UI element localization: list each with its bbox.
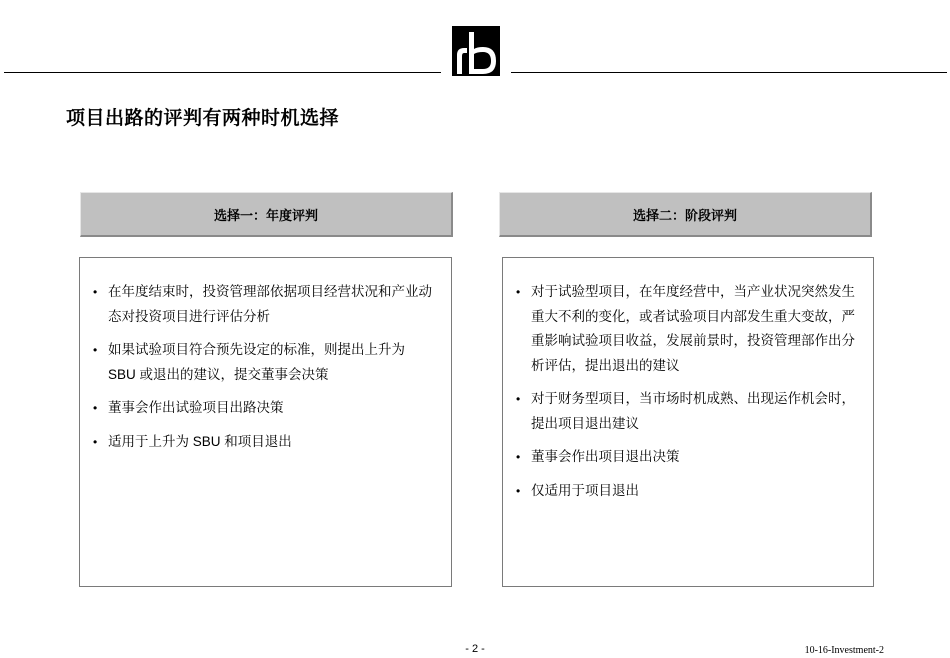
page-title: 项目出路的评判有两种时机选择 <box>66 108 340 129</box>
option-one-heading: 选择一：年度评判 <box>213 207 318 223</box>
list-item: • 适用于上升为 SBU 和项目退出 <box>90 430 433 455</box>
list-item: • 在年度结束时，投资管理部依据项目经营状况和产业动态对投资项目进行评估分析 <box>90 280 433 329</box>
option-two-header <box>499 192 872 237</box>
bullet-icon: • <box>93 343 98 357</box>
option-one-header <box>80 192 453 237</box>
rb-logo-icon <box>452 26 500 76</box>
bullet-icon: • <box>93 434 98 449</box>
bullet-icon: • <box>93 401 98 415</box>
bullet-icon: • <box>516 285 521 299</box>
bullet-icon: • <box>516 450 521 464</box>
list-item: • 对于财务型项目，当市场时机成熟、出现运作机会时，提出项目退出建议 <box>513 387 855 436</box>
page-number: - 2 - <box>465 643 485 655</box>
option-two-content <box>502 257 874 587</box>
option-two-bullet-list <box>503 258 873 503</box>
bullet-icon: • <box>516 483 521 498</box>
header-rule-right <box>511 72 947 73</box>
bullet-icon: • <box>93 285 98 299</box>
list-item: • 董事会作出项目退出决策 <box>513 445 855 470</box>
document-code: 10-16-Investment-2 <box>804 645 884 656</box>
option-two-heading: 选择二：阶段评判 <box>632 207 737 223</box>
list-item: • 对于试验型项目，在年度经营中，当产业状况突然发生重大不利的变化，或者试验项目内部发生重大变故，严重影响试验项目收益，发展前景时，投资管理部作出分析评估，提出退出的建议 <box>513 280 855 378</box>
header-rule-left <box>4 72 441 73</box>
option-one-content <box>79 257 452 587</box>
list-item: • 董事会作出试验项目出路决策 <box>90 396 433 421</box>
list-item: • 如果试验项目符合预先设定的标准，则提出上升为 SBU 或退出的建议，提交董事会决策 <box>90 338 433 387</box>
list-item: • 仅适用于项目退出 <box>513 479 855 504</box>
option-one-bullet-list <box>80 258 451 454</box>
bullet-icon: • <box>516 392 521 406</box>
